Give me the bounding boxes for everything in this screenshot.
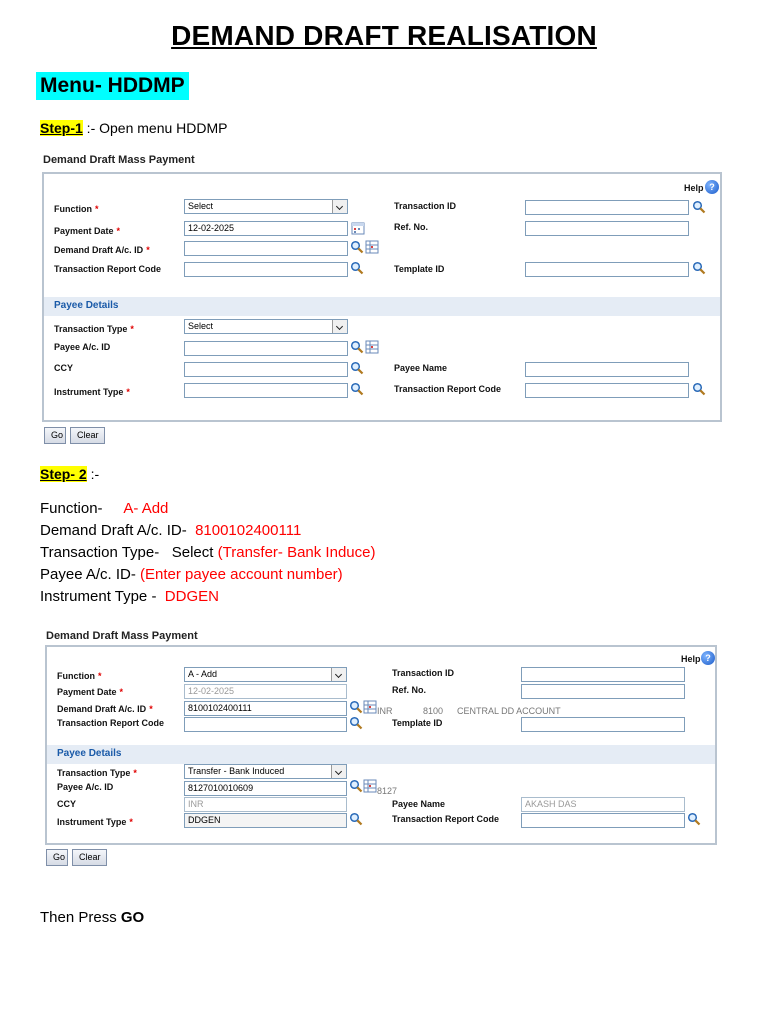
form2-dd-ccy: INR xyxy=(377,706,393,716)
form1-panel xyxy=(42,172,722,422)
form2-ccy-label: CCY xyxy=(57,799,77,809)
form1-payee-ac-input[interactable] xyxy=(184,341,348,356)
menu-heading: Menu- HDDMP xyxy=(36,72,189,100)
form2-function-select[interactable]: A - Add xyxy=(184,667,347,682)
form2-trc2-label: Transaction Report Code xyxy=(392,814,500,824)
calendar-icon[interactable] xyxy=(351,221,365,235)
form1-ref-no-input[interactable] xyxy=(525,221,689,236)
form1-function-select[interactable]: Select xyxy=(184,199,348,214)
search-icon[interactable] xyxy=(350,340,364,354)
form2-panel xyxy=(45,645,717,845)
step-2 xyxy=(40,466,99,482)
form2-payee-name-input[interactable]: AKASH DAS xyxy=(521,797,685,812)
form2-go-button[interactable]: Go xyxy=(46,849,68,866)
form2-instrument-label: Instrument Type * xyxy=(57,817,133,827)
form2-trc-input[interactable] xyxy=(184,717,347,732)
form2-dd-ac-id-input[interactable]: 8100102400111 xyxy=(184,701,347,716)
form1-instrument-input[interactable] xyxy=(184,383,348,398)
lookup-grid-icon[interactable] xyxy=(363,779,377,793)
form1-payee-name-label: Payee Name xyxy=(394,363,448,373)
form2-transaction-id-label: Transaction ID xyxy=(392,668,455,678)
form2-function-label: Function * xyxy=(57,671,102,681)
form1-trc2-label: Transaction Report Code xyxy=(394,384,502,394)
search-icon[interactable] xyxy=(350,382,364,396)
form2-payee-name-label: Payee Name xyxy=(392,799,446,809)
form2-txn-type-select[interactable]: Transfer - Bank Induced xyxy=(184,764,347,779)
form2-dd-account-name: CENTRAL DD ACCOUNT xyxy=(457,706,561,716)
chevron-down-icon xyxy=(332,320,347,333)
form2-transaction-id-input[interactable] xyxy=(521,667,685,682)
form2-payee-code: 8127 xyxy=(377,786,398,796)
search-icon[interactable] xyxy=(692,200,706,214)
form2-help-link[interactable]: Help xyxy=(681,654,701,664)
form2-payee-section-header: Payee Details xyxy=(47,745,715,764)
search-icon[interactable] xyxy=(349,779,363,793)
chevron-down-icon xyxy=(331,668,346,681)
form1-dd-ac-id-input[interactable] xyxy=(184,241,348,256)
form1-template-id-label: Template ID xyxy=(394,264,445,274)
help-icon[interactable]: ? xyxy=(705,180,719,194)
lookup-grid-icon[interactable] xyxy=(363,700,377,714)
form1-payee-ac-label: Payee A/c. ID xyxy=(54,342,111,352)
final-instruction: Then Press GO xyxy=(40,909,145,926)
chevron-down-icon xyxy=(331,765,346,778)
instruction-function: Function- A- Add xyxy=(40,500,169,517)
form2-template-id-label: Template ID xyxy=(392,718,443,728)
form1-instrument-label: Instrument Type * xyxy=(54,387,130,397)
search-icon[interactable] xyxy=(349,716,363,730)
form1-ccy-input[interactable] xyxy=(184,362,348,377)
form1-function-label: Function * xyxy=(54,204,99,214)
form2-trc2-input[interactable] xyxy=(521,813,685,828)
step-2-label: Step- 2 xyxy=(40,466,87,482)
form2-payment-date-label: Payment Date * xyxy=(57,687,124,697)
form2-dd-ac-id-label: Demand Draft A/c. ID * xyxy=(57,704,153,714)
chevron-down-icon xyxy=(332,200,347,213)
form2-payee-ac-input[interactable]: 8127010010609 xyxy=(184,781,347,796)
step-1-label: Step-1 xyxy=(40,120,83,136)
form1-transaction-id-input[interactable] xyxy=(525,200,689,215)
instruction-dd-ac-id: Demand Draft A/c. ID- 8100102400111 xyxy=(40,522,302,539)
form1-payment-date-input[interactable]: 12-02-2025 xyxy=(184,221,348,236)
form1-dd-ac-id-label: Demand Draft A/c. ID * xyxy=(54,245,150,255)
form1-caption: Demand Draft Mass Payment xyxy=(43,154,195,166)
search-icon[interactable] xyxy=(350,361,364,375)
form2-txn-type-label: Transaction Type * xyxy=(57,768,137,778)
form1-template-id-input[interactable] xyxy=(525,262,689,277)
form2-trc-label: Transaction Report Code xyxy=(57,718,165,728)
search-icon[interactable] xyxy=(692,261,706,275)
form1-payment-date-label: Payment Date * xyxy=(54,226,121,236)
form1-transaction-id-label: Transaction ID xyxy=(394,201,457,211)
instruction-transaction-type: Transaction Type- Select (Transfer- Bank Induce) xyxy=(40,544,376,561)
document-title: DEMAND DRAFT REALISATION xyxy=(171,20,597,51)
form2-dd-code: 8100 xyxy=(423,706,444,716)
form2-caption: Demand Draft Mass Payment xyxy=(46,630,198,642)
step-1 xyxy=(40,120,228,136)
form2-ref-no-label: Ref. No. xyxy=(392,685,427,695)
form1-ccy-label: CCY xyxy=(54,363,74,373)
form1-txn-type-select[interactable]: Select xyxy=(184,319,348,334)
final-instruction-go: GO xyxy=(120,909,145,926)
form1-trc-label: Transaction Report Code xyxy=(54,264,162,274)
search-icon[interactable] xyxy=(350,240,364,254)
form2-ccy-input[interactable]: INR xyxy=(184,797,347,812)
form1-trc2-input[interactable] xyxy=(525,383,689,398)
form1-trc-input[interactable] xyxy=(184,262,348,277)
search-icon[interactable] xyxy=(692,382,706,396)
form2-template-id-input[interactable] xyxy=(521,717,685,732)
search-icon[interactable] xyxy=(349,812,363,826)
form1-txn-type-label: Transaction Type * xyxy=(54,324,134,334)
lookup-grid-icon[interactable] xyxy=(365,240,379,254)
form2-ref-no-input[interactable] xyxy=(521,684,685,699)
form1-payee-name-input[interactable] xyxy=(525,362,689,377)
step-2-text: :- xyxy=(86,466,100,482)
form1-ref-no-label: Ref. No. xyxy=(394,222,429,232)
search-icon[interactable] xyxy=(687,812,701,826)
lookup-grid-icon[interactable] xyxy=(365,340,379,354)
form2-instrument-input[interactable]: DDGEN xyxy=(184,813,347,828)
form2-clear-button[interactable]: Clear xyxy=(72,849,107,866)
form2-payee-ac-label: Payee A/c. ID xyxy=(57,782,114,792)
search-icon[interactable] xyxy=(350,261,364,275)
step-1-text: :- Open menu HDDMP xyxy=(82,120,228,136)
form1-help-link[interactable]: Help xyxy=(684,183,704,193)
form1-go-button[interactable]: Go xyxy=(44,427,66,444)
form1-payee-section-header: Payee Details xyxy=(44,297,720,316)
search-icon[interactable] xyxy=(349,700,363,714)
instruction-payee-ac-id: Payee A/c. ID- (Enter payee account number) xyxy=(40,566,343,583)
form2-payment-date-input[interactable]: 12-02-2025 xyxy=(184,684,347,699)
instruction-instrument-type: Instrument Type - DDGEN xyxy=(40,588,219,605)
form1-clear-button[interactable]: Clear xyxy=(70,427,105,444)
help-icon[interactable]: ? xyxy=(701,651,715,665)
